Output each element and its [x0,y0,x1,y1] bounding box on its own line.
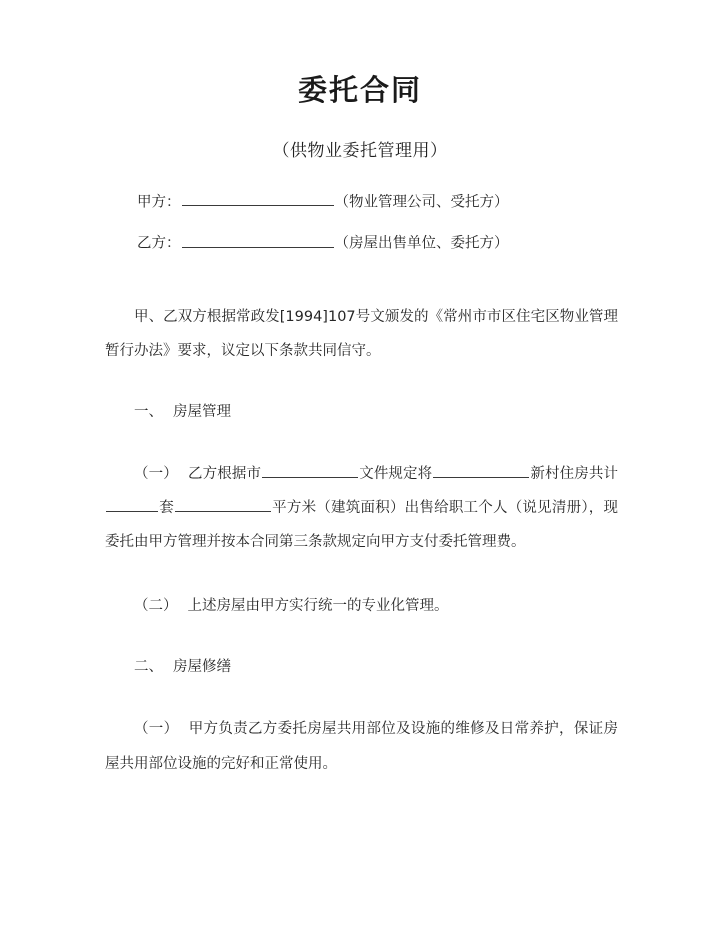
spacer-before-section-two [105,623,618,653]
clause-text-2-1: 甲方负责乙方委托房屋共用部位及设施的维修及日常养护，保证房屋共用部位设施的完好和正常使用。 [105,721,618,772]
clause-text-1-2: 上述房屋由甲方实行统一的专业化管理。 [187,598,449,615]
party-label-yifang: 乙方： [137,235,181,252]
clause-text-1-1-b: 文件规定将 [359,466,433,483]
document-body [0,161,720,781]
section-title-1: 房屋管理 [173,404,231,421]
page-title: 委托合同 [297,73,422,107]
clause-blank-1-1-c[interactable] [106,497,158,513]
party-note-yifang: （房屋出售单位、委托方） [334,235,509,252]
spacer-between-clauses-1 [105,559,618,589]
clause-blank-1-1-d[interactable] [175,497,271,513]
section-number-1: 一、 [134,404,163,421]
clause-1-2 [105,589,618,623]
clause-text-1-1-d: 套 [159,500,174,517]
section-number-2: 二、 [134,659,163,676]
section-title-2: 房屋修缮 [173,659,231,676]
clause-blank-1-1-b[interactable] [433,463,529,479]
party-blank-jiafang[interactable] [182,191,334,207]
spacer-before-section-one [105,368,618,398]
party-note-jiafang: （物业管理公司、受托方） [334,194,509,211]
section-heading-1 [105,398,618,427]
clause-text-1-1-e: 平方米（建筑面积）出售给职工个人（说见清册），现委托由甲方管理并按本合同第三条款规定向甲方支付委托管理费。 [105,500,619,551]
clause-text-1-1-c: 新村住房共计 [530,466,619,483]
clause-2-1 [105,712,618,780]
section-heading-2 [105,653,618,682]
clause-marker-2-1: （一） [134,721,179,738]
party-blank-yifang[interactable] [182,232,334,248]
party-row-yifang [105,232,618,256]
clause-marker-1-2: （二） [134,598,178,615]
preamble-paragraph: 甲、乙双方根据常政发[1994]107号文颁发的《常州市市区住宅区物业管理暂行办法》要求，议定以下条款共同信守。 [105,309,618,360]
party-label-jiafang: 甲方： [137,194,181,211]
spacer-before-preamble [105,256,618,300]
clause-1-1 [105,457,618,559]
spacer-after-section-one-head [105,427,618,457]
page-subtitle: （供物业委托管理用） [272,140,448,161]
party-row-jiafang [105,191,618,215]
clause-text-1-1-a: 乙方根据市 [187,466,262,483]
clause-blank-1-1-a[interactable] [262,463,358,479]
spacer-after-section-two-head [105,682,618,712]
clause-marker-1-1: （一） [134,466,178,483]
